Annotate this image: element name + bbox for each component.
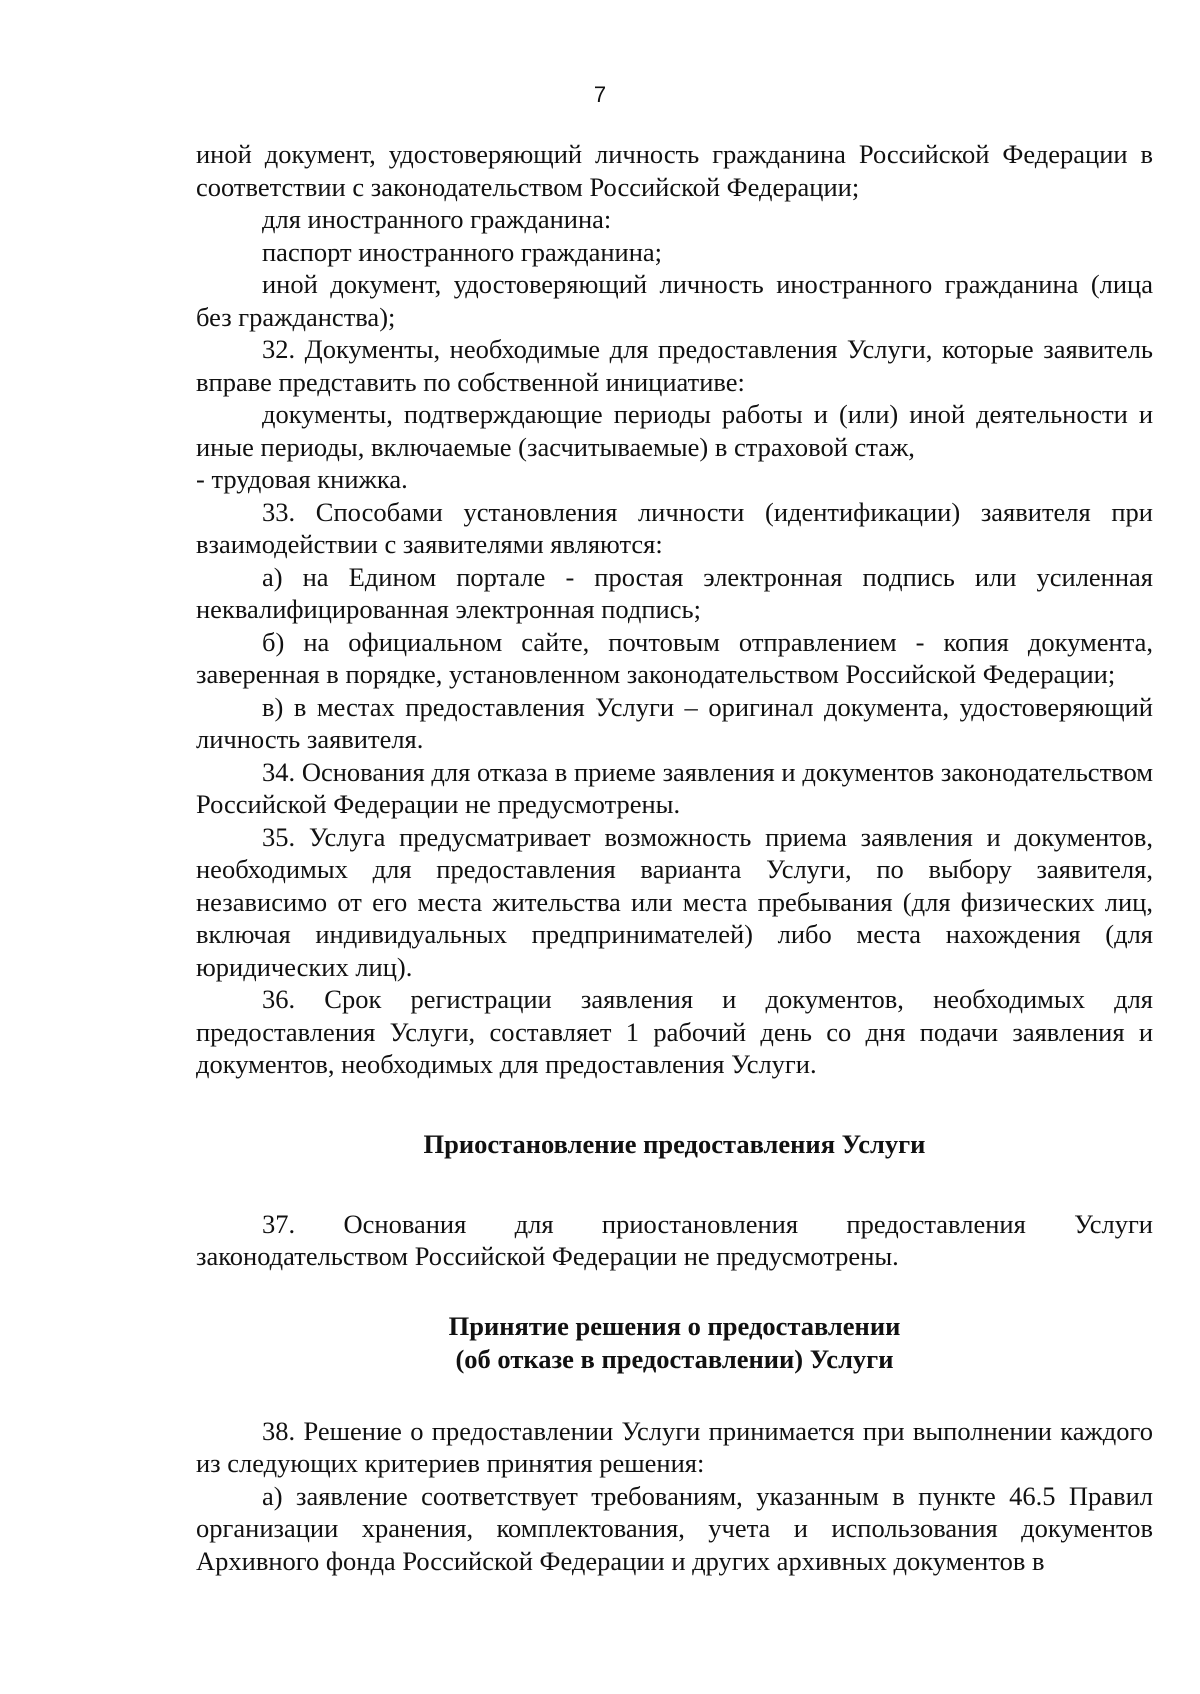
paragraph: 37. Основания для приостановления предоставления Услуги законодательством Российской Федерации не предусмотрены. xyxy=(196,1208,1153,1271)
section-heading xyxy=(196,1310,1153,1376)
paragraph: в) в местах предоставления Услуги – оригинал документа, удостоверяющий личность заявителя. xyxy=(196,691,1153,754)
paragraph: 32. Документы, необходимые для предоставления Услуги, которые заявитель вправе представить по собственной инициативе: xyxy=(196,334,1153,397)
document-body xyxy=(196,138,1153,1577)
paragraph: 34. Основания для отказа в приеме заявления и документов законодательством Российской Федерации не предусмотрены. xyxy=(196,756,1153,819)
page-number: 7 xyxy=(593,82,607,107)
paragraph: для иностранного гражданина: xyxy=(262,204,612,234)
paragraph: а) заявление соответствует требованиям, указанным в пункте 46.5 Правил организации хранения, комплектования, учета и использования документов Архивного фонда Российской Федерации и других архивных документов в xyxy=(196,1480,1153,1576)
paragraph: 38. Решение о предоставлении Услуги принимается при выполнении каждого из следующих критериев принятия решения: xyxy=(196,1415,1153,1478)
paragraph: документы, подтверждающие периоды работы и (или) иной деятельности и иные периоды, включаемые (засчитываемые) в страховой стаж, xyxy=(196,399,1153,462)
section-heading: Приостановление предоставления Услуги xyxy=(423,1128,926,1159)
paragraph: 33. Способами установления личности (идентификации) заявителя при взаимодействии с заявителями являются: xyxy=(196,496,1153,559)
paragraph: - трудовая книжка. xyxy=(196,464,408,494)
paragraph: а) на Едином портале - простая электронная подпись или усиленная неквалифицированная электронная подпись; xyxy=(196,561,1153,624)
paragraph: паспорт иностранного гражданина; xyxy=(262,236,662,267)
paragraph: иной документ, удостоверяющий личность гражданина Российской Федерации в соответствии с законодательством Российской Федерации; xyxy=(196,139,1153,202)
section-heading-line: (об отказе в предоставлении) Услуги xyxy=(455,1343,894,1374)
paragraph: б) на официальном сайте, почтовым отправлением - копия документа, заверенная в порядке, установленном законодательством Российской Федерации; xyxy=(196,626,1153,689)
paragraph: иной документ, удостоверяющий личность иностранного гражданина (лица без гражданства); xyxy=(196,269,1153,332)
paragraph: 36. Срок регистрации заявления и документов, необходимых для предоставления Услуги, составляет 1 рабочий день со дня подачи заявления и документов, необходимых для предоставления Услуги. xyxy=(196,984,1153,1079)
section-heading-line: Принятие решения о предоставлении xyxy=(448,1310,901,1341)
paragraph: 35. Услуга предусматривает возможность приема заявления и документов, необходимых для предоставления варианта Услуги, по выбору заявителя, независимо от его места жительства или места пребывания (для физических лиц, включая индивидуальных предпринимателей) либо места нахождения (для юридических лиц). xyxy=(196,821,1153,982)
